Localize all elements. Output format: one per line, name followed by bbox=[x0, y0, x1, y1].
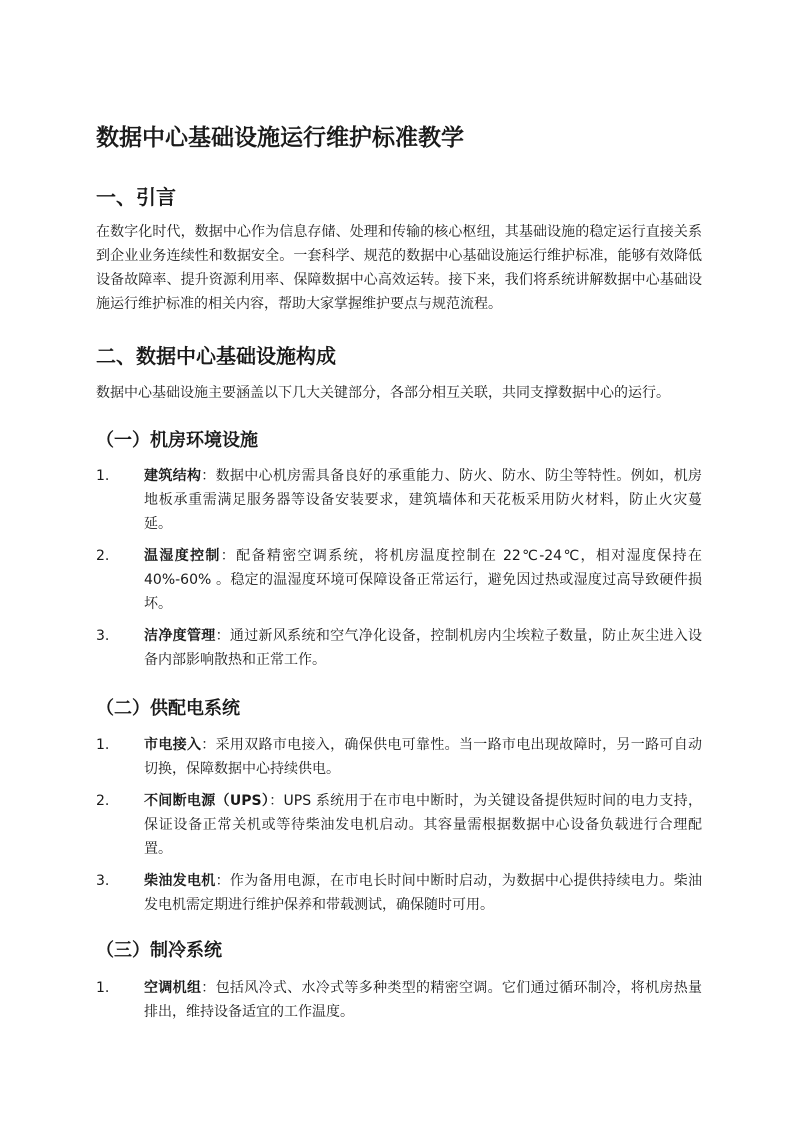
list-item-separator: ： bbox=[201, 468, 216, 484]
list-item-number: 1. bbox=[96, 468, 110, 484]
list-item bbox=[96, 733, 702, 781]
subsection-heading-room-environment: （一）机房环境设施 bbox=[96, 430, 258, 451]
section-heading-composition: 二、数据中心基础设施构成 bbox=[96, 344, 336, 368]
intro-paragraph: 在数字化时代，数据中心作为信息存储、处理和传输的核心枢纽，其基础设施的稳定运行直接关系到企业业务连续性和数据安全。一套科学、规范的数据中心基础设施运行维护标准，能够有效降低设备故障率、提升资源利用率、保障数据中心高效运转。接下来，我们将系统讲解数据中心基础设施运行维护标准的相关内容，帮助大家掌握维护要点与规范流程。 bbox=[96, 224, 702, 312]
list-item-term: 市电接入 bbox=[144, 737, 202, 753]
list-item-number: 2. bbox=[96, 548, 110, 564]
list-item-separator: ： bbox=[220, 548, 237, 564]
list-item-term: 建筑结构 bbox=[144, 468, 202, 484]
list-item-text: 作为备用电源，在市电长时间中断时启动，为数据中心提供持续电力。柴油发电机需定期进行维护保养和带载测试，确保随时可用。 bbox=[144, 873, 703, 913]
list-item-term: 空调机组 bbox=[144, 980, 202, 996]
list-item bbox=[96, 464, 702, 536]
section-heading-intro: 一、引言 bbox=[96, 185, 176, 209]
list-item-number: 1. bbox=[96, 737, 110, 753]
list-item-number: 3. bbox=[96, 628, 110, 644]
list-item-term: 洁净度管理 bbox=[144, 628, 216, 644]
list-item-term: 柴油发电机 bbox=[144, 873, 216, 889]
list-item-separator: ： bbox=[269, 793, 284, 809]
list-item-term: 温湿度控制 bbox=[144, 548, 221, 564]
list-item-number: 3. bbox=[96, 873, 110, 889]
list-item-text: 通过新风系统和空气净化设备，控制机房内尘埃粒子数量，防止灰尘进入设备内部影响散热和正常工作。 bbox=[144, 628, 703, 668]
list-item bbox=[96, 624, 702, 672]
list-item-text: 数据中心机房需具备良好的承重能力、防火、防水、防尘等特性。例如，机房地板承重需满足服务器等设备安装要求，建筑墙体和天花板采用防火材料，防止火灾蔓延。 bbox=[144, 468, 703, 532]
subsection-heading-cooling: （三）制冷系统 bbox=[96, 940, 222, 961]
list-item-separator: ： bbox=[215, 873, 230, 889]
list-item-text: UPS 系统用于在市电中断时，为关键设备提供短时间的电力支持，保证设备正常关机或等待柴油发电机启动。其容量需根据数据中心设备负载进行合理配置。 bbox=[144, 793, 702, 857]
page-title: 数据中心基础设施运行维护标准教学 bbox=[96, 125, 464, 151]
list-item-separator: ： bbox=[201, 980, 216, 996]
list-item-number: 1. bbox=[96, 980, 110, 996]
power-supply-list bbox=[96, 733, 702, 925]
list-item bbox=[96, 789, 702, 861]
list-item-text: 采用双路市电接入，确保供电可靠性。当一路市电出现故障时，另一路可自动切换，保障数据中心持续供电。 bbox=[144, 737, 703, 777]
list-item-separator: ： bbox=[201, 737, 216, 753]
list-item-text: 包括风冷式、水冷式等多种类型的精密空调。它们通过循环制冷，将机房热量排出，维持设备适宜的工作温度。 bbox=[144, 980, 703, 1020]
list-item bbox=[96, 544, 702, 616]
list-item-number: 2. bbox=[96, 793, 110, 809]
cooling-list bbox=[96, 976, 702, 1032]
list-item-term: 不间断电源（UPS） bbox=[144, 793, 270, 809]
list-item-separator: ： bbox=[215, 628, 230, 644]
composition-paragraph: 数据中心基础设施主要涵盖以下几大关键部分，各部分相互关联，共同支撑数据中心的运行。 bbox=[96, 385, 670, 401]
list-item bbox=[96, 869, 702, 917]
list-item-text: 配备精密空调系统，将机房温度控制在 22℃-24℃，相对湿度保持在 40%-60% 。稳定的温湿度环境可保障设备正常运行，避免因过热或湿度过高导致硬件损坏。 bbox=[144, 548, 703, 612]
room-environment-list bbox=[96, 464, 702, 680]
subsection-heading-power-supply: （二）供配电系统 bbox=[96, 698, 240, 719]
list-item bbox=[96, 976, 702, 1024]
